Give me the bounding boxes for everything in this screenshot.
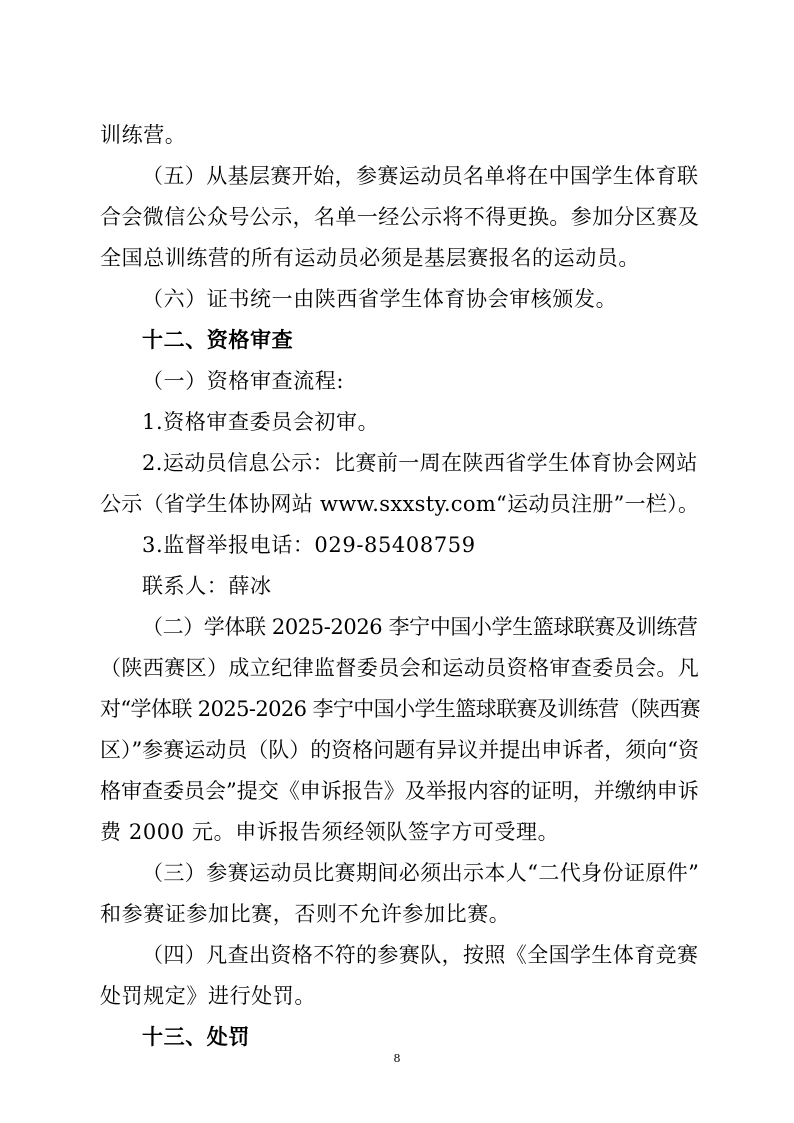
paragraph-line: （六）证书统一由陕西省学生体育协会审核颁发。	[142, 287, 618, 311]
paragraph-line: （三）参赛运动员比赛期间必须出示本人“二代身份证原件”	[142, 861, 700, 885]
paragraph-line: 全国总训练营的所有运动员必须是基层赛报名的运动员。	[100, 246, 640, 270]
paragraph-line: 1.资格审查委员会初审。	[142, 410, 380, 434]
page-number: 8	[393, 1052, 401, 1065]
paragraph-line: 公示（省学生体协网站 www.sxxsty.com“运动员注册”一栏）。	[100, 492, 700, 516]
paragraph-line: 处罚规定》进行处罚。	[100, 984, 316, 1008]
paragraph-line: 区）”参赛运动员（队）的资格问题有异议并提出申诉者，须向“资	[100, 738, 699, 762]
paragraph-line: 和参赛证参加比赛，否则不允许参加比赛。	[100, 902, 511, 926]
paragraph-line: 合会微信公众号公示，名单一经公示将不得更换。参加分区赛及	[100, 205, 700, 229]
paragraph-line: 2.运动员信息公示：比赛前一周在陕西省学生体育协会网站	[142, 451, 698, 475]
paragraph-line: 联系人：薛冰	[142, 574, 272, 598]
section-heading: 十三、处罚	[142, 1025, 250, 1049]
paragraph-line: （五）从基层赛开始，参赛运动员名单将在中国学生体育联	[142, 164, 699, 188]
paragraph-line: 训练营。	[100, 123, 187, 147]
paragraph-line: 费 2000 元。申诉报告须经领队签字方可受理。	[100, 820, 560, 844]
section-heading: 十二、资格审查	[142, 328, 294, 352]
paragraph-line: （陕西赛区）成立纪律监督委员会和运动员资格审查委员会。凡	[100, 656, 700, 680]
paragraph-line: （四）凡查出资格不符的参赛队，按照《全国学生体育竞赛	[142, 943, 699, 967]
paragraph-line: （二）学体联 2025-2026 李宁中国小学生篮球联赛及训练营	[142, 615, 698, 639]
paragraph-line: （一）资格审查流程:	[142, 369, 345, 393]
paragraph-line: 格审查委员会”提交《申诉报告》及举报内容的证明，并缴纳申诉	[100, 779, 699, 803]
paragraph-line: 对“学体联 2025-2026 李宁中国小学生篮球联赛及训练营（陕西赛	[100, 697, 701, 721]
paragraph-line: 3.监督举报电话：029-85408759	[142, 533, 476, 557]
